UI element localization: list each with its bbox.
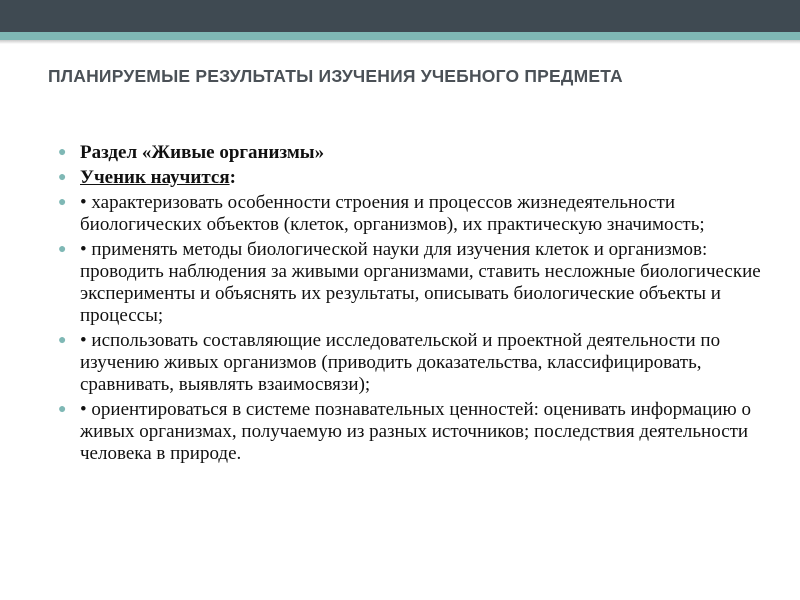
header-dark-stripe [0,0,800,32]
learner-heading-colon: : [229,167,236,188]
content-list [58,142,763,468]
header-accent-stripe [0,32,800,40]
list-item-learner [58,167,763,189]
slide-title: ПЛАНИРУЕМЫЕ РЕЗУЛЬТАТЫ ИЗУЧЕНИЯ УЧЕБНОГО ПРЕДМЕТА [48,66,623,86]
list-item-section [58,142,763,164]
list-item [58,239,763,327]
list-item-text: • использовать составляющие исследовательской и проектной деятельности по изучению живых организмов (приводить доказательства, классифицировать, сравнивать, выявлять взаимосвязи); [80,330,721,395]
bullet-icon: ● [58,333,67,348]
list-item-text: • ориентироваться в системе познавательных ценностей: оценивать информацию о живых организмах, получаемую из разных источников; последствия деятельности человека в природе. [80,399,751,464]
bullet-icon: ● [58,170,67,185]
list-item [58,399,763,465]
learner-heading: Ученик научится [80,167,230,188]
list-item [58,330,763,396]
bullet-icon: ● [58,402,67,417]
list-item [58,192,763,236]
header-band [0,0,800,50]
bullet-icon: ● [58,195,67,210]
list-item-text: • применять методы биологической науки для изучения клеток и организмов: проводить наблюдения за живыми организмами, ставить несложные биологические эксперименты и объяснять их результаты, описывать биологические объекты и процессы; [80,239,761,326]
bullet-icon: ● [58,242,67,257]
header-shadow-stripe [0,40,800,44]
section-heading: Раздел «Живые организмы» [80,142,325,163]
bullet-icon: ● [58,145,67,160]
list-item-text: • характеризовать особенности строения и процессов жизнедеятельности биологических объектов (клеток, организмов), их практическую значимость; [80,192,705,235]
